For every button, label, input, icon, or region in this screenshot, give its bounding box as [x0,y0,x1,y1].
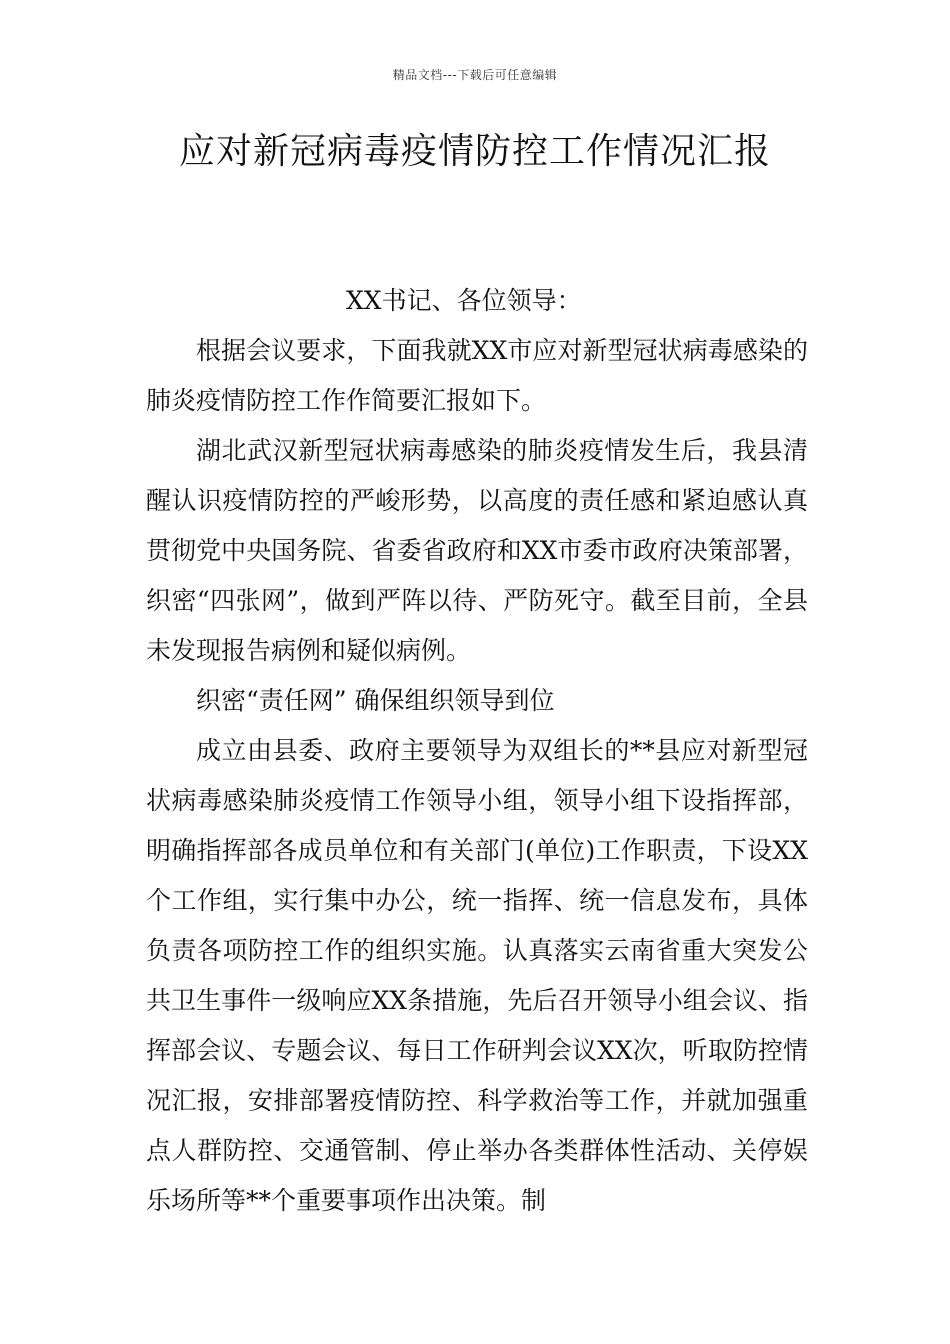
paragraph-intro: 根据会议要求，下面我就XX市应对新型冠状病毒感染的肺炎疫情防控工作作简要汇报如下。 [146,336,808,415]
section-heading: 织密“责任网” 确保组织领导到位 [196,686,555,715]
document-title: 应对新冠病毒疫情防控工作情况汇报 [178,131,771,172]
paragraph-situation: 湖北武汉新型冠状病毒感染的肺炎疫情发生后，我县清醒认识疫情防控的严峻形势，以高度的责任感和紧迫感认真贯彻党中央国务院、省委省政府和XX市委市政府决策部署，织密“四张网”，做到严阵以待、严防死守。截至目前，全县未发现报告病例和疑似病例。 [146,436,808,665]
header-note: 精品文档---下载后可任意编辑 [392,68,558,82]
document-body [146,276,808,1226]
salutation: XX书记、各位领导： [346,286,582,315]
paragraph-organization: 成立由县委、政府主要领导为双组长的**县应对新型冠状病毒感染肺炎疫情工作领导小组，领导小组下设指挥部，明确指挥部各成员单位和有关部门(单位)工作职责，下设XX个工作组，实行集中办公，统一指挥、统一信息发布，具体负责各项防控工作的组织实施。认真落实云南省重大突发公共卫生事件一级响应XX条措施，先后召开领导小组会议、指挥部会议、专题会议、每日工作研判会议XX次，听取防控情况汇报，安排部署疫情防控、科学救治等工作，并就加强重点人群防控、交通管制、停止举办各类群体性活动、关停娱乐场所等**个重要事项作出决策。制 [146,736,808,1215]
